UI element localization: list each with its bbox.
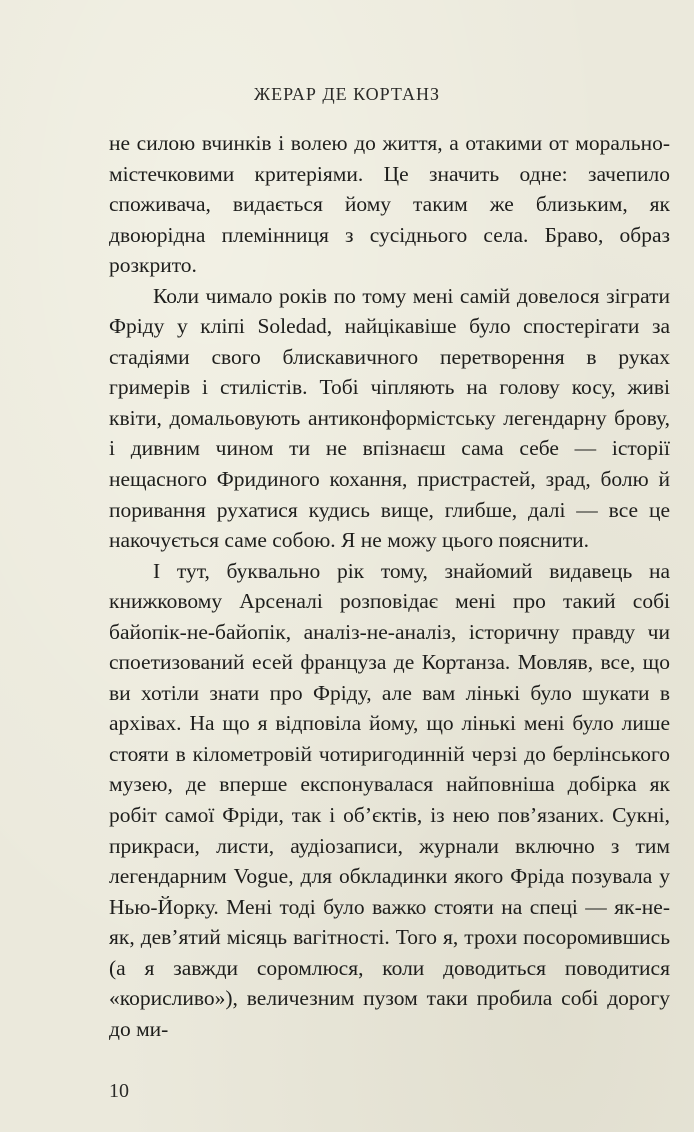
page-number: 10	[109, 1080, 129, 1102]
paragraph-publisher: І тут, буквально рік тому, знайомий видавець на книжковому Арсеналі розповідає мені про такий собі байопік-не-байопік, аналіз-не-аналіз, історичну правду чи споетизований есей француза де Кортанза. Мовляв, все, що ви хотіли знати про Фріду, але вам лінькі було шукати в архівах. На що я відповіла йому, що лінькі мені було лише стояти в кілометровій чотиригодинній черзі до берлінського музею, де вперше експонувалася найповніша добірка як робіт самої Фріди, так і об’єктів, із нею пов’язаних. Сукні, прикраси, листи, аудіозаписи, журнали включно з тим легендарним Vogue, для обкладинки якого Фріда позувала у Нью-Йорку. Мені тоді було важко стояти на спеці — як-не-як, дев’ятий місяць вагітності. Того я, трохи посоромившись (а я завжди соромлюся, коли доводиться поводитися «корисливо»), величезним пузом таки пробила собі дорогу до ми-	[109, 558, 670, 1041]
body-text	[109, 128, 670, 1044]
paragraph-soledad: Коли чимало років по тому мені самій довелося зіграти Фріду у кліпі Soledad, найцікавіше було спостерігати за стадіями свого блискавичного перетворення в руках гримерів і стилістів. Тобі чіпляють на голову косу, живі квіти, домальовують антиконформістську легендарну брову, і дивним чином ти не впізнаєш сама себе — історії нещасного Фридиного кохання, пристрастей, зрад, болю й поривання рухатися кудись вище, глибше, далі — все це накочується саме собою. Я не можу цього пояснити.	[109, 283, 670, 553]
paragraph-continued: не силою вчинків і волею до життя, а отакими от морально-містечковими критеріями. Це значить одне: зачепило споживача, видається йому таким же близьким, як двоюрідна племінниця з сусіднього села. Браво, образ розкрито.	[109, 131, 670, 278]
running-head: ЖЕРАР ДЕ КОРТАНЗ	[253, 84, 440, 104]
